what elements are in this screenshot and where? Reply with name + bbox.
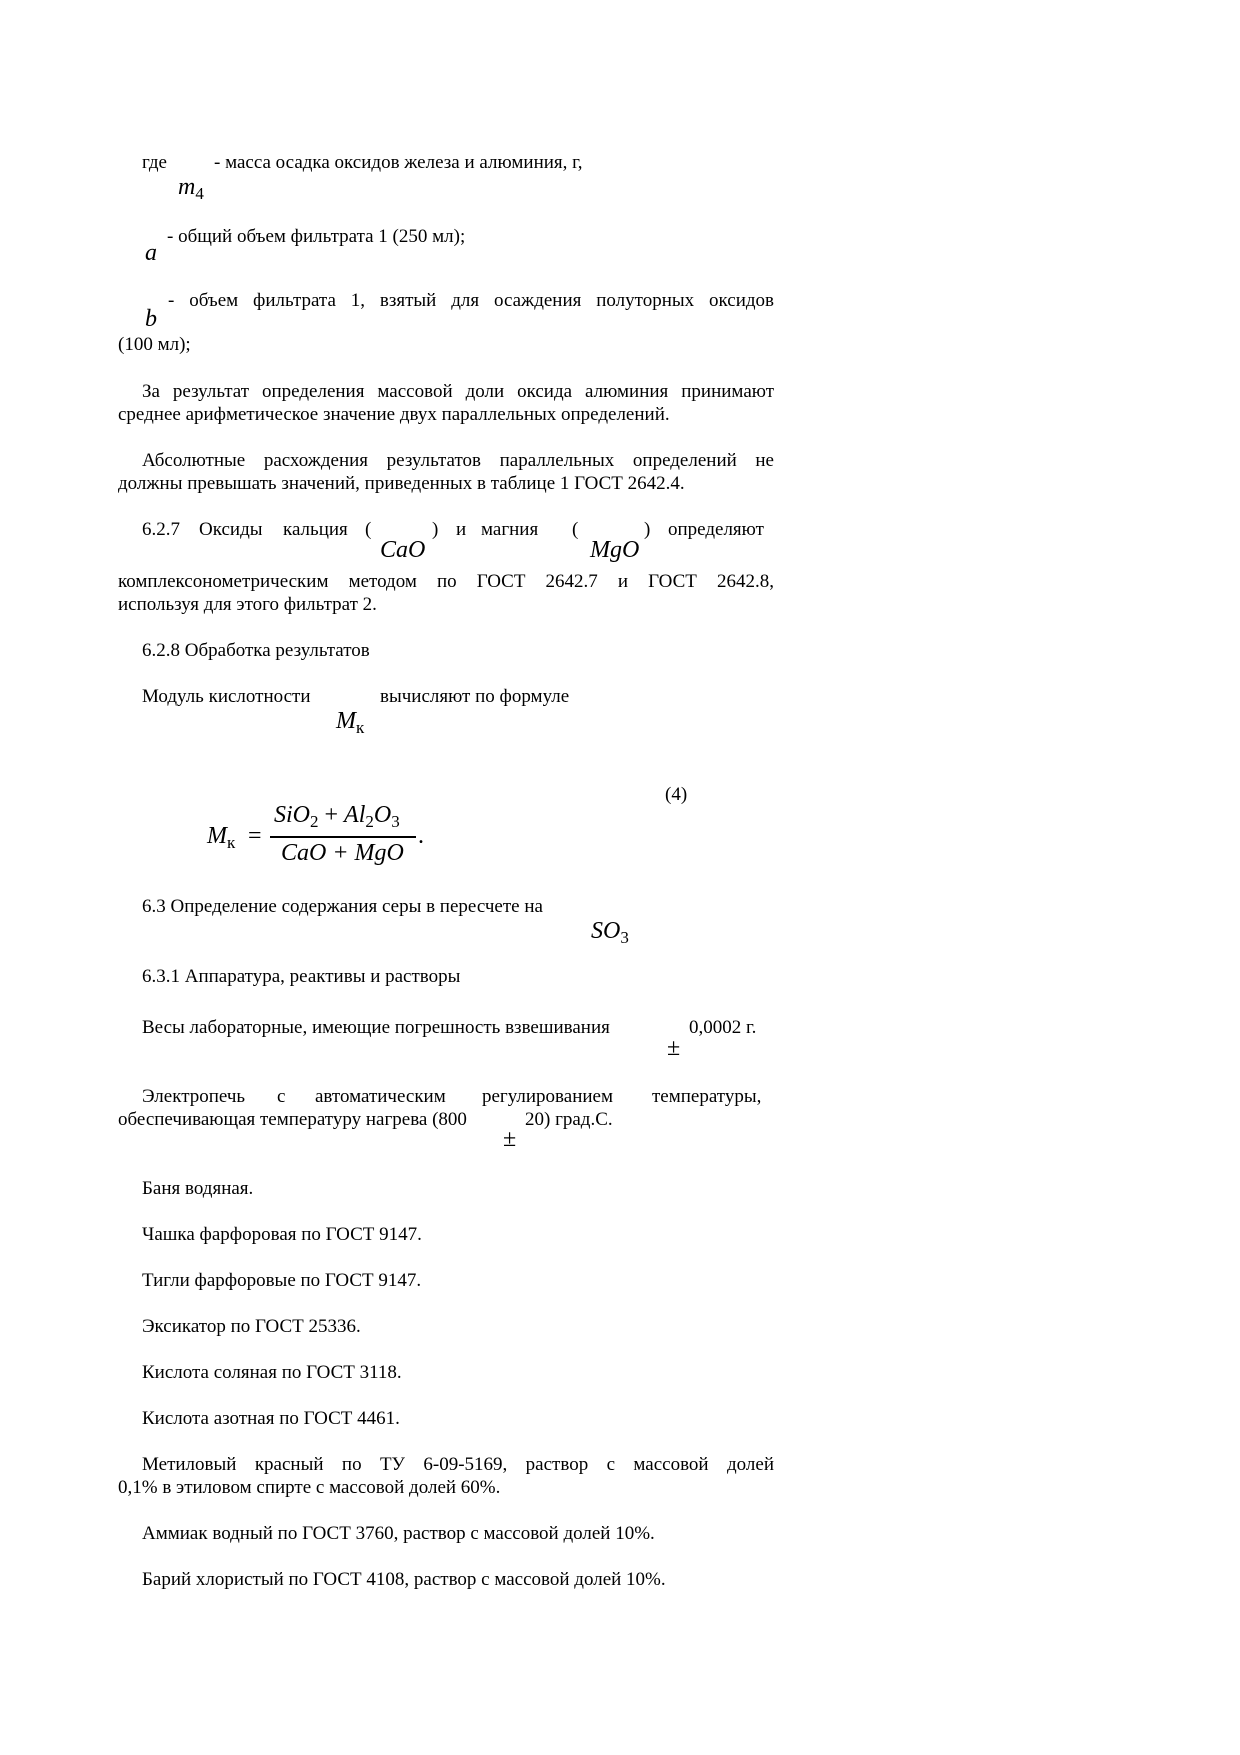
paren-open-1: ( bbox=[365, 519, 372, 540]
modulus-text-after: вычисляют по формуле bbox=[380, 686, 570, 707]
heading-628: 6.2.8 Обработка результатов bbox=[142, 640, 370, 661]
paragraph-result-line1: За результат определения массовой доли оксида алюминия принимают bbox=[142, 381, 774, 402]
furnace-word-4: регулированием bbox=[482, 1086, 613, 1107]
list-item: Эксикатор по ГОСТ 25336. bbox=[142, 1316, 361, 1337]
furnace-line2-after: 20) град.С. bbox=[525, 1109, 613, 1130]
formula-numerator: $SiO_2 + Al_2O_3$ bbox=[274, 802, 400, 831]
furnace-word-5: температуры, bbox=[652, 1086, 762, 1107]
formula-so3: $SO_3$ bbox=[591, 918, 629, 947]
barium-text: Барий хлористый по ГОСТ 4108, раствор с массовой долей 10%. bbox=[142, 1569, 666, 1590]
paragraph-discrepancy-line1: Абсолютные расхождения результатов параллельных определений не bbox=[142, 450, 774, 471]
formula-cao: CaO bbox=[380, 537, 426, 563]
paragraph-627-line3: используя для этого фильтрат 2. bbox=[118, 594, 377, 615]
paren-close-2: ) bbox=[644, 519, 651, 540]
paragraph-result-line2: среднее арифметическое значение двух параллельных определений. bbox=[118, 404, 670, 425]
formula-denominator: CaO + MgO bbox=[281, 840, 404, 866]
heading-63: 6.3 Определение содержания серы в пересчете на bbox=[142, 896, 543, 917]
formula-number: (4) bbox=[665, 784, 688, 805]
modulus-text-before: Модуль кислотности bbox=[142, 686, 311, 707]
m4-description: - масса осадка оксидов железа и алюминия, г, bbox=[214, 152, 583, 173]
scales-value: 0,0002 г. bbox=[689, 1017, 757, 1038]
plus-minus-sign-2: ± bbox=[503, 1126, 517, 1152]
var-mk: $M_к$ bbox=[336, 708, 365, 737]
furnace-word-3: автоматическим bbox=[315, 1086, 446, 1107]
methyl-red-line1: Метиловый красный по ТУ 6-09-5169, раствор с массовой долей bbox=[142, 1454, 774, 1475]
var-m4: $m_4$ bbox=[178, 174, 204, 203]
section-number-627: 6.2.7 bbox=[142, 519, 180, 540]
var-b: b bbox=[145, 306, 157, 332]
b-description-line1: - объем фильтрата 1, взятый для осаждения полуторных оксидов bbox=[168, 290, 774, 311]
list-item: Чашка фарфоровая по ГОСТ 9147. bbox=[142, 1224, 422, 1245]
word-oxides: Оксиды bbox=[199, 519, 263, 540]
paren-open-2: ( bbox=[572, 519, 579, 540]
methyl-red-line2: 0,1% в этиловом спирте с массовой долей 60%. bbox=[118, 1477, 501, 1498]
ammonia-text: Аммиак водный по ГОСТ 3760, раствор с массовой долей 10%. bbox=[142, 1523, 655, 1544]
furnace-word-2: с bbox=[277, 1086, 286, 1107]
paragraph-627-line2: комплексонометрическим методом по ГОСТ 2642.7 и ГОСТ 2642.8, bbox=[118, 571, 774, 592]
list-item: Кислота азотная по ГОСТ 4461. bbox=[142, 1408, 400, 1429]
b-description-line2: (100 мл); bbox=[118, 334, 191, 355]
fraction-bar bbox=[270, 836, 416, 838]
formula-equals: = bbox=[248, 823, 262, 849]
heading-631: 6.3.1 Аппаратура, реактивы и растворы bbox=[142, 966, 461, 987]
word-and: и bbox=[456, 519, 467, 540]
word-calcium: кальция bbox=[283, 519, 348, 540]
scales-text: Весы лабораторные, имеющие погрешность взвешивания bbox=[142, 1017, 610, 1038]
word-determine: определяют bbox=[668, 519, 764, 540]
formula-mgo: MgO bbox=[590, 537, 640, 563]
list-item: Баня водяная. bbox=[142, 1178, 254, 1199]
paragraph-discrepancy-line2: должны превышать значений, приведенных в таблице 1 ГОСТ 2642.4. bbox=[118, 473, 685, 494]
list-item: Тигли фарфоровые по ГОСТ 9147. bbox=[142, 1270, 422, 1291]
furnace-word-1: Электропечь bbox=[142, 1086, 246, 1107]
word-magnesium: магния bbox=[481, 519, 539, 540]
paren-close-1: ) bbox=[432, 519, 439, 540]
list-item: Кислота соляная по ГОСТ 3118. bbox=[142, 1362, 402, 1383]
formula-period: . bbox=[418, 823, 424, 849]
furnace-line2-before: обеспечивающая температуру нагрева (800 bbox=[118, 1109, 467, 1130]
text-where: где bbox=[142, 152, 167, 173]
plus-minus-sign-1: ± bbox=[667, 1035, 681, 1061]
var-a: a bbox=[145, 240, 157, 266]
a-description: - общий объем фильтрата 1 (250 мл); bbox=[167, 226, 466, 247]
formula-lhs: $M_к$ bbox=[207, 823, 236, 852]
